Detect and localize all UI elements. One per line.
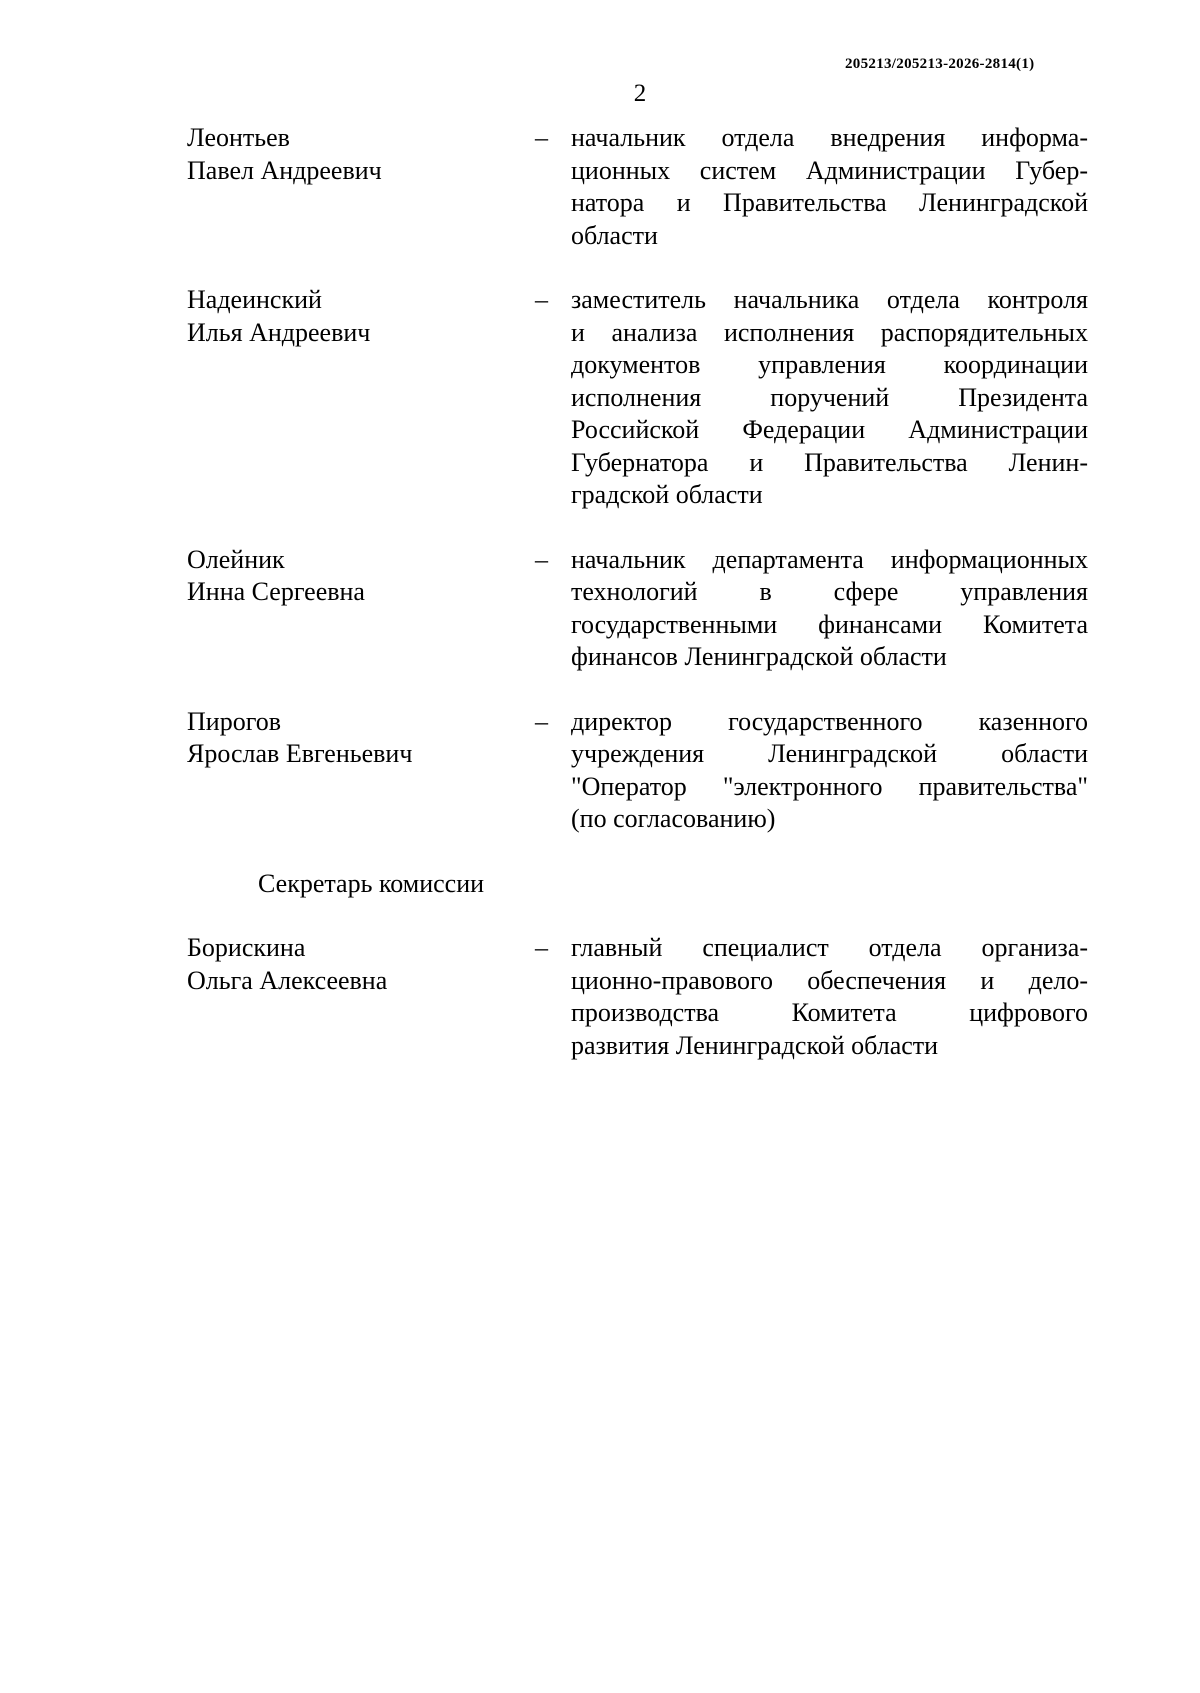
member-position xyxy=(571,544,1088,674)
member-position xyxy=(571,284,1088,512)
position-line: производства Комитета цифрового xyxy=(571,998,1088,1027)
member-given-names: Илья Андреевич xyxy=(187,317,371,347)
member-name xyxy=(187,706,517,771)
member-position xyxy=(571,122,1088,252)
position-line: "Оператор "электронного правительства" xyxy=(571,771,1088,801)
position-line: заместитель начальника отдела контроля xyxy=(571,285,1088,314)
member-surname: Надеинский xyxy=(187,285,322,314)
position-line: начальник отдела внедрения информа- xyxy=(571,123,1088,152)
member-dash: – xyxy=(535,933,548,962)
position-line: директор государственного казенного xyxy=(571,706,1088,736)
position-line: (по согласованию) xyxy=(571,804,776,833)
position-line: натора и Правительства Ленинградской xyxy=(571,188,1088,217)
member-given-names: Ярослав Евгеньевич xyxy=(187,739,413,768)
position-line: ционных систем Администрации Губер- xyxy=(571,155,1088,185)
member-given-names: Павел Андреевич xyxy=(187,155,382,185)
member-dash: – xyxy=(535,706,548,736)
member-name xyxy=(187,122,517,187)
member-entry xyxy=(0,122,1200,252)
position-line: Губернатора и Правительства Ленин- xyxy=(571,447,1088,477)
position-line: Российской Федерации Администрации xyxy=(571,415,1088,444)
member-given-names: Инна Сергеевна xyxy=(187,577,365,606)
document-id: 205213/205213-2026-2814(1) xyxy=(845,56,1035,72)
member-given-names: Ольга Алексеевна xyxy=(187,965,388,995)
position-line: финансов Ленинградской области xyxy=(571,642,947,671)
page-number: 2 xyxy=(633,80,647,107)
member-entry xyxy=(0,706,1200,836)
member-entry xyxy=(0,284,1200,512)
member-dash: – xyxy=(535,285,548,314)
position-line: области xyxy=(571,220,658,250)
position-line: главный специалист отдела организа- xyxy=(571,933,1088,962)
commission-member-list xyxy=(0,122,1200,1062)
position-line: начальник департамента информационных xyxy=(571,544,1088,574)
secretary-entry xyxy=(0,932,1200,1062)
position-line: и анализа исполнения распорядительных xyxy=(571,317,1088,347)
member-surname: Пирогов xyxy=(187,706,281,736)
position-line: документов управления координации xyxy=(571,350,1088,379)
member-name xyxy=(187,284,517,349)
position-line: исполнения поручений Президента xyxy=(571,382,1088,412)
member-surname: Олейник xyxy=(187,544,285,574)
position-line: учреждения Ленинградской области xyxy=(571,739,1088,768)
position-line: государственными финансами Комитета xyxy=(571,609,1088,639)
member-dash: – xyxy=(535,123,548,152)
member-position xyxy=(571,932,1088,1062)
member-dash: – xyxy=(535,544,548,574)
position-line: ционно-правового обеспечения и дело- xyxy=(571,965,1088,995)
member-position xyxy=(571,706,1088,836)
secretary-heading: Секретарь комиссии xyxy=(258,868,485,898)
member-entry xyxy=(0,544,1200,674)
position-line: технологий в сфере управления xyxy=(571,577,1088,606)
position-line: градской области xyxy=(571,480,763,509)
member-name xyxy=(187,544,517,609)
position-line: развития Ленинградской области xyxy=(571,1030,939,1060)
member-surname: Леонтьев xyxy=(187,123,290,152)
member-name xyxy=(187,932,517,997)
member-surname: Борискина xyxy=(187,933,306,962)
